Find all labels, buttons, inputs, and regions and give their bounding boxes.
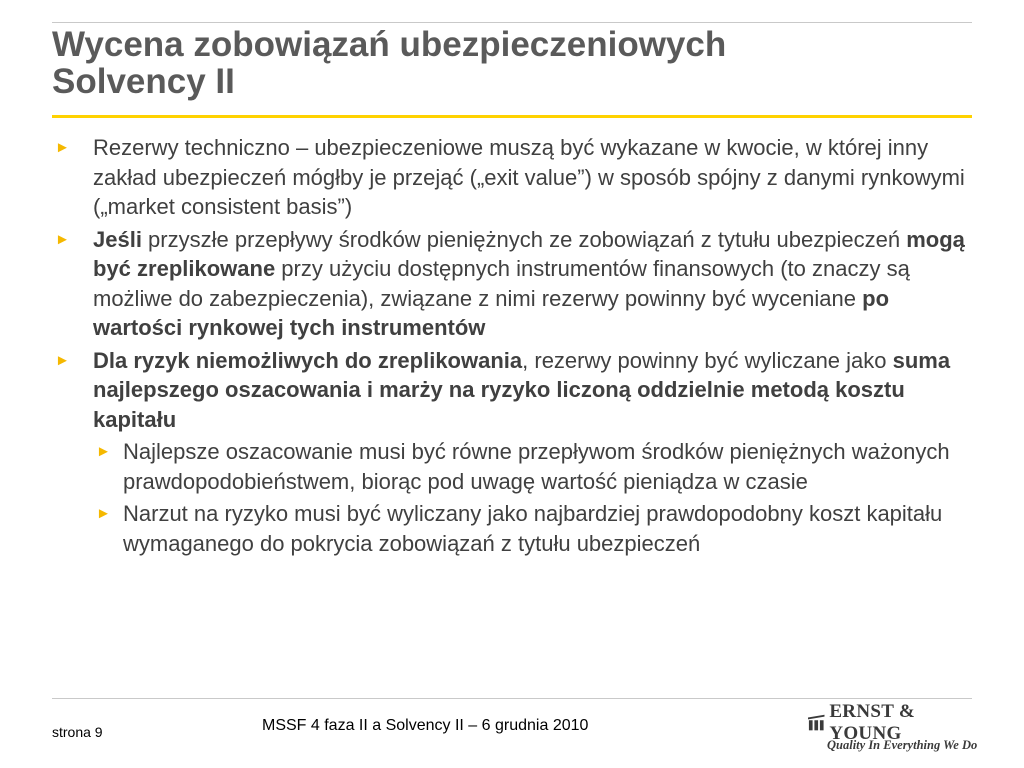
company-logo xyxy=(808,701,978,756)
slide-title-line-2: Solvency II xyxy=(52,62,235,101)
bullet-2-text-2: przy użyciu dostępnych instrumentów finansowych (to znaczy są możliwe do zabezpieczenia), związane z nimi rezerwy powinny być wyceniane xyxy=(93,256,910,311)
bullet-3-bold-1: Dla ryzyk niemożliwych do zreplikowania xyxy=(93,347,523,373)
footer-caption: MSSF 4 faza II a Solvency II – 6 grudnia 2010 xyxy=(262,717,589,734)
title-accent-rule xyxy=(52,115,972,118)
bullet-item-2 xyxy=(52,225,972,343)
sub-bullet-item-2 xyxy=(52,499,972,558)
top-divider xyxy=(52,22,972,23)
bullet-arrow-icon: ► xyxy=(55,230,70,248)
slide-title xyxy=(52,26,972,100)
slide-title-line-1: Wycena zobowiązań ubezpieczeniowych xyxy=(52,25,727,64)
bullet-2-text-1: przyszłe przepływy środków pieniężnych ze zobowiązań z tytułu ubezpieczeń xyxy=(141,226,907,252)
bullet-arrow-icon: ► xyxy=(55,139,70,156)
logo-wordmark xyxy=(808,701,978,744)
bullet-list xyxy=(52,133,972,561)
bullet-arrow-icon: ► xyxy=(96,443,111,460)
bullet-3-text-1: , rezerwy powinny być wyliczane jako xyxy=(522,347,893,373)
page-number: strona 9 xyxy=(52,724,103,740)
logo-name: ERNST & YOUNG xyxy=(829,701,916,744)
sub-bullet-1-text: Najlepsze oszacowanie musi być równe przepływom środków pieniężnych ważonych prawdopodobieństwem, biorąc pod uwagę wartość pieniądza w czasie xyxy=(123,439,950,494)
bullet-2-bold-1: Jeśli xyxy=(93,226,142,252)
bullet-item-3 xyxy=(52,346,972,435)
bullet-2-bold-2: mogą być zreplikowane xyxy=(93,226,965,281)
bullet-item-1 xyxy=(52,133,972,222)
footer-divider xyxy=(52,698,972,699)
bullet-3-bold-2: suma najlepszego oszacowania i marży na ryzyko liczoną oddzielnie metodą kosztu kapitału xyxy=(93,347,951,432)
sub-bullet-2-text: Narzut na ryzyko musi być wyliczany jako najbardziej prawdopodobny koszt kapitału wymaganego do pokrycia zobowiązań z tytułu ubezpieczeń xyxy=(123,501,943,556)
bullet-arrow-icon: ► xyxy=(55,351,70,369)
ey-beam-icon xyxy=(808,714,826,732)
bullet-arrow-icon: ► xyxy=(96,505,111,522)
bullet-2-bold-3: po wartości rynkowej tych instrumentów xyxy=(93,285,890,340)
bullet-1-text: Rezerwy techniczno – ubezpieczeniowe muszą być wykazane w kwocie, w której inny zakład ubezpieczeń mógłby je przejąć („exit value”) w sposób spójny z danymi rynkowymi („market consistent basis”) xyxy=(93,135,965,219)
sub-bullet-item-1 xyxy=(52,437,972,496)
logo-tagline: Quality In Everything We Do xyxy=(827,738,978,752)
